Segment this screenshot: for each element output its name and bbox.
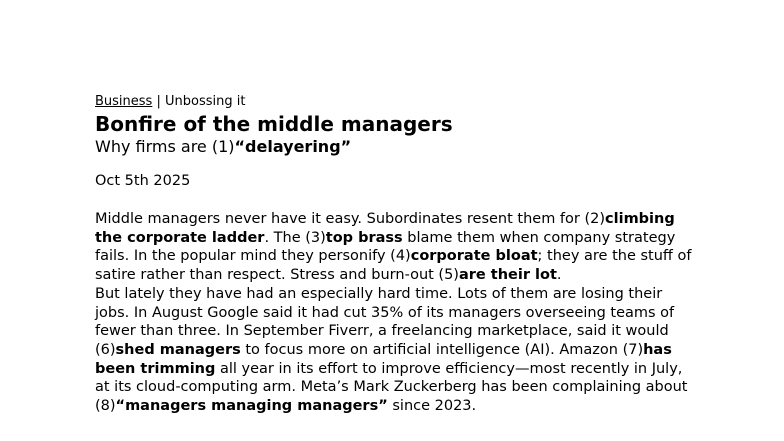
article-paragraph-1	[95, 210, 695, 285]
breadcrumb	[95, 94, 695, 110]
paragraph-text: ; they are the stuff of satire rather than respect. Stress and burn-out (5)	[95, 248, 692, 284]
paragraph-text: blame them when company strategy fails. In the popular mind they personify (4)	[95, 229, 676, 265]
article-date: Oct 5th 2025	[95, 173, 191, 189]
subtitle-marker: (1)	[211, 137, 235, 156]
highlighted-term: are their lot	[458, 267, 557, 284]
article-subtitle	[95, 137, 695, 157]
breadcrumb-topic: Unbossing it	[164, 94, 246, 109]
paragraph-text: But lately they have had an especially hard time. Lots of them are losing their jobs. In August Google said it had cut 35% of its managers overseeing teams of fewer than three. In September Fiverr, a freelancing marketplace, said it would (6)	[95, 285, 675, 358]
subtitle-prefix: Why firms are	[95, 137, 212, 156]
paragraph-text: all year in its effort to improve efficiency—most recently in July, at its cloud-computing arm. Meta’s Mark Zuckerberg has been complaining about (8)	[95, 360, 688, 415]
paragraph-text: . The (3)	[264, 229, 326, 246]
paragraph-text: .	[556, 267, 562, 284]
highlighted-term: has been trimming	[95, 341, 672, 377]
article-paragraph-2	[95, 285, 695, 416]
subtitle-term: “delayering”	[234, 137, 352, 156]
highlighted-term: “managers managing managers”	[115, 398, 388, 415]
highlighted-term: corporate bloat	[410, 248, 538, 265]
paragraph-text: since 2023.	[387, 398, 477, 415]
breadcrumb-separator: |	[152, 94, 165, 109]
highlighted-term: shed managers	[115, 341, 241, 358]
highlighted-term: climbing the corporate ladder	[95, 211, 675, 246]
article-title: Bonfire of the middle managers	[95, 112, 453, 136]
article-content	[95, 94, 695, 416]
paragraph-text: Middle managers never have it easy. Subordinates resent them for (2)	[95, 211, 606, 227]
section-link[interactable]: Business	[95, 94, 153, 109]
paragraph-text: to focus more on artificial intelligence (AI). Amazon (7)	[240, 341, 644, 358]
highlighted-term: top brass	[325, 229, 403, 246]
